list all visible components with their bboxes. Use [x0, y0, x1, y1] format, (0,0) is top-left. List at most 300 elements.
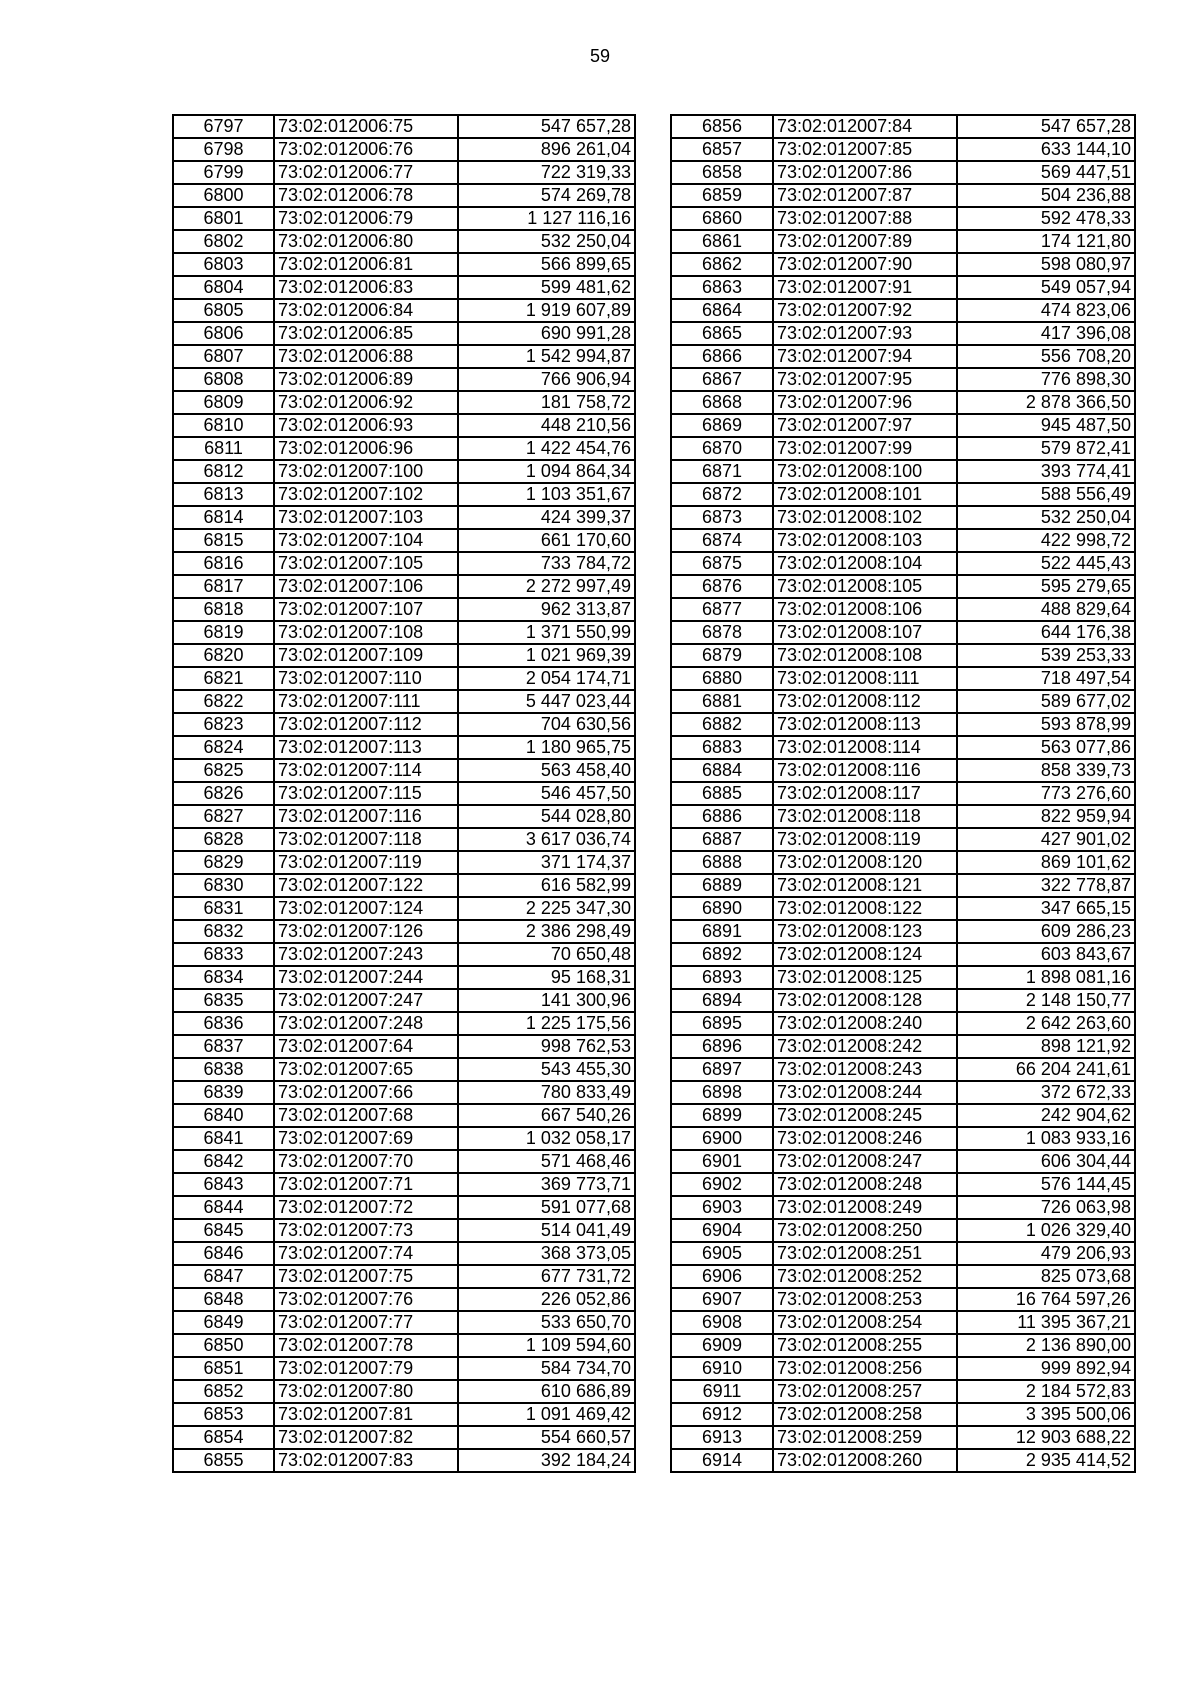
cadastral-number: 73:02:012007:86	[773, 161, 957, 184]
table-row	[173, 851, 635, 874]
row-number: 6887	[671, 828, 773, 851]
cadastral-value: 766 906,94	[458, 368, 635, 391]
row-number: 6892	[671, 943, 773, 966]
cadastral-value: 999 892,94	[957, 1357, 1135, 1380]
row-number: 6876	[671, 575, 773, 598]
row-number: 6853	[173, 1403, 274, 1426]
row-number: 6800	[173, 184, 274, 207]
row-number: 6890	[671, 897, 773, 920]
cadastral-value: 606 304,44	[957, 1150, 1135, 1173]
cadastral-number: 73:02:012006:75	[274, 115, 458, 138]
cadastral-value: 371 174,37	[458, 851, 635, 874]
table-row	[671, 552, 1135, 575]
cadastral-value: 422 998,72	[957, 529, 1135, 552]
row-number: 6891	[671, 920, 773, 943]
table-row	[173, 943, 635, 966]
row-number: 6849	[173, 1311, 274, 1334]
table-row	[173, 966, 635, 989]
table-row	[671, 299, 1135, 322]
cadastral-number: 73:02:012006:96	[274, 437, 458, 460]
cadastral-value: 532 250,04	[458, 230, 635, 253]
row-number: 6824	[173, 736, 274, 759]
row-number: 6844	[173, 1196, 274, 1219]
cadastral-value: 479 206,93	[957, 1242, 1135, 1265]
row-number: 6835	[173, 989, 274, 1012]
cadastral-number: 73:02:012007:88	[773, 207, 957, 230]
cadastral-number: 73:02:012008:255	[773, 1334, 957, 1357]
table-row	[173, 115, 635, 138]
row-number: 6904	[671, 1219, 773, 1242]
cadastral-value: 593 878,99	[957, 713, 1135, 736]
cadastral-value: 543 455,30	[458, 1058, 635, 1081]
table-row	[671, 621, 1135, 644]
cadastral-number: 73:02:012007:87	[773, 184, 957, 207]
row-number: 6901	[671, 1150, 773, 1173]
row-number: 6885	[671, 782, 773, 805]
cadastral-number: 73:02:012008:245	[773, 1104, 957, 1127]
cadastral-number: 73:02:012008:102	[773, 506, 957, 529]
row-number: 6907	[671, 1288, 773, 1311]
cadastral-number: 73:02:012007:113	[274, 736, 458, 759]
cadastral-number: 73:02:012008:101	[773, 483, 957, 506]
cadastral-value: 11 395 367,21	[957, 1311, 1135, 1334]
cadastral-value: 1 898 081,16	[957, 966, 1135, 989]
cadastral-value: 2 225 347,30	[458, 897, 635, 920]
table-row	[671, 782, 1135, 805]
table-row	[173, 713, 635, 736]
row-number: 6834	[173, 966, 274, 989]
cadastral-value: 644 176,38	[957, 621, 1135, 644]
row-number: 6877	[671, 598, 773, 621]
row-number: 6854	[173, 1426, 274, 1449]
row-number: 6816	[173, 552, 274, 575]
cadastral-value: 448 210,56	[458, 414, 635, 437]
cadastral-value: 532 250,04	[957, 506, 1135, 529]
table-row	[173, 644, 635, 667]
cadastral-value: 554 660,57	[458, 1426, 635, 1449]
cadastral-value: 704 630,56	[458, 713, 635, 736]
table-row	[671, 1150, 1135, 1173]
row-number: 6819	[173, 621, 274, 644]
table-row	[173, 138, 635, 161]
cadastral-table-left	[172, 114, 636, 1473]
cadastral-number: 73:02:012007:79	[274, 1357, 458, 1380]
cadastral-number: 73:02:012007:77	[274, 1311, 458, 1334]
cadastral-value: 998 762,53	[458, 1035, 635, 1058]
row-number: 6869	[671, 414, 773, 437]
cadastral-value: 181 758,72	[458, 391, 635, 414]
cadastral-value: 322 778,87	[957, 874, 1135, 897]
row-number: 6828	[173, 828, 274, 851]
row-number: 6882	[671, 713, 773, 736]
cadastral-value: 369 773,71	[458, 1173, 635, 1196]
cadastral-number: 73:02:012007:83	[274, 1449, 458, 1472]
cadastral-number: 73:02:012008:128	[773, 989, 957, 1012]
cadastral-value: 571 468,46	[458, 1150, 635, 1173]
row-number: 6867	[671, 368, 773, 391]
row-number: 6866	[671, 345, 773, 368]
cadastral-number: 73:02:012007:107	[274, 598, 458, 621]
cadastral-value: 546 457,50	[458, 782, 635, 805]
cadastral-value: 427 901,02	[957, 828, 1135, 851]
table-row	[173, 184, 635, 207]
cadastral-value: 549 057,94	[957, 276, 1135, 299]
cadastral-value: 174 121,80	[957, 230, 1135, 253]
table-row	[173, 529, 635, 552]
table-row	[173, 437, 635, 460]
cadastral-value: 2 386 298,49	[458, 920, 635, 943]
cadastral-number: 73:02:012008:259	[773, 1426, 957, 1449]
table-row	[671, 1081, 1135, 1104]
cadastral-number: 73:02:012008:108	[773, 644, 957, 667]
cadastral-value: 393 774,41	[957, 460, 1135, 483]
cadastral-value: 2 184 572,83	[957, 1380, 1135, 1403]
table-row	[173, 1150, 635, 1173]
cadastral-number: 73:02:012007:92	[773, 299, 957, 322]
table-row	[671, 1012, 1135, 1035]
cadastral-number: 73:02:012008:106	[773, 598, 957, 621]
table-row	[173, 598, 635, 621]
cadastral-value: 603 843,67	[957, 943, 1135, 966]
row-number: 6878	[671, 621, 773, 644]
row-number: 6893	[671, 966, 773, 989]
table-row	[671, 230, 1135, 253]
cadastral-number: 73:02:012008:254	[773, 1311, 957, 1334]
table-row	[173, 276, 635, 299]
cadastral-number: 73:02:012007:65	[274, 1058, 458, 1081]
cadastral-value: 1 032 058,17	[458, 1127, 635, 1150]
row-number: 6875	[671, 552, 773, 575]
table-row	[671, 851, 1135, 874]
cadastral-value: 962 313,87	[458, 598, 635, 621]
row-number: 6823	[173, 713, 274, 736]
cadastral-value: 1 026 329,40	[957, 1219, 1135, 1242]
cadastral-number: 73:02:012008:100	[773, 460, 957, 483]
row-number: 6896	[671, 1035, 773, 1058]
table-row	[173, 161, 635, 184]
row-number: 6859	[671, 184, 773, 207]
cadastral-value: 1 180 965,75	[458, 736, 635, 759]
cadastral-number: 73:02:012007:78	[274, 1334, 458, 1357]
cadastral-value: 598 080,97	[957, 253, 1135, 276]
row-number: 6872	[671, 483, 773, 506]
cadastral-value: 1 021 969,39	[458, 644, 635, 667]
cadastral-value: 595 279,65	[957, 575, 1135, 598]
table-row	[173, 1035, 635, 1058]
cadastral-number: 73:02:012007:64	[274, 1035, 458, 1058]
cadastral-value: 592 478,33	[957, 207, 1135, 230]
row-number: 6845	[173, 1219, 274, 1242]
cadastral-number: 73:02:012008:240	[773, 1012, 957, 1035]
row-number: 6856	[671, 115, 773, 138]
cadastral-table-right	[670, 114, 1136, 1473]
table-row	[173, 414, 635, 437]
cadastral-number: 73:02:012007:90	[773, 253, 957, 276]
table-row	[173, 920, 635, 943]
table-row	[173, 1265, 635, 1288]
row-number: 6914	[671, 1449, 773, 1472]
cadastral-value: 3 395 500,06	[957, 1403, 1135, 1426]
cadastral-number: 73:02:012007:89	[773, 230, 957, 253]
table-row	[671, 1334, 1135, 1357]
cadastral-number: 73:02:012008:249	[773, 1196, 957, 1219]
table-row	[671, 184, 1135, 207]
cadastral-number: 73:02:012008:124	[773, 943, 957, 966]
table-row	[671, 529, 1135, 552]
table-row	[671, 1426, 1135, 1449]
row-number: 6818	[173, 598, 274, 621]
cadastral-number: 73:02:012007:71	[274, 1173, 458, 1196]
table-row	[671, 391, 1135, 414]
row-number: 6825	[173, 759, 274, 782]
cadastral-number: 73:02:012008:113	[773, 713, 957, 736]
cadastral-number: 73:02:012007:82	[274, 1426, 458, 1449]
cadastral-number: 73:02:012006:92	[274, 391, 458, 414]
row-number: 6804	[173, 276, 274, 299]
cadastral-value: 1 083 933,16	[957, 1127, 1135, 1150]
table-row	[671, 874, 1135, 897]
cadastral-value: 667 540,26	[458, 1104, 635, 1127]
row-number: 6895	[671, 1012, 773, 1035]
cadastral-value: 1 225 175,56	[458, 1012, 635, 1035]
cadastral-value: 726 063,98	[957, 1196, 1135, 1219]
cadastral-value: 544 028,80	[458, 805, 635, 828]
row-number: 6811	[173, 437, 274, 460]
row-number: 6836	[173, 1012, 274, 1035]
table-row	[671, 276, 1135, 299]
row-number: 6862	[671, 253, 773, 276]
table-row	[173, 1058, 635, 1081]
row-number: 6812	[173, 460, 274, 483]
table-row	[671, 368, 1135, 391]
cadastral-number: 73:02:012006:85	[274, 322, 458, 345]
table-row	[173, 897, 635, 920]
row-number: 6894	[671, 989, 773, 1012]
cadastral-number: 73:02:012007:84	[773, 115, 957, 138]
cadastral-number: 73:02:012008:247	[773, 1150, 957, 1173]
table-row	[671, 207, 1135, 230]
table-row	[671, 1104, 1135, 1127]
table-row	[173, 1311, 635, 1334]
row-number: 6900	[671, 1127, 773, 1150]
table-row	[173, 345, 635, 368]
cadastral-number: 73:02:012007:73	[274, 1219, 458, 1242]
cadastral-number: 73:02:012006:81	[274, 253, 458, 276]
cadastral-number: 73:02:012007:85	[773, 138, 957, 161]
cadastral-number: 73:02:012007:116	[274, 805, 458, 828]
cadastral-value: 599 481,62	[458, 276, 635, 299]
table-row	[173, 1219, 635, 1242]
cadastral-value: 776 898,30	[957, 368, 1135, 391]
row-number: 6860	[671, 207, 773, 230]
cadastral-value: 2 272 997,49	[458, 575, 635, 598]
cadastral-value: 610 686,89	[458, 1380, 635, 1403]
table-row	[671, 1311, 1135, 1334]
cadastral-value: 825 073,68	[957, 1265, 1135, 1288]
row-number: 6913	[671, 1426, 773, 1449]
cadastral-number: 73:02:012007:99	[773, 437, 957, 460]
row-number: 6864	[671, 299, 773, 322]
cadastral-number: 73:02:012007:115	[274, 782, 458, 805]
cadastral-number: 73:02:012007:81	[274, 1403, 458, 1426]
cadastral-value: 226 052,86	[458, 1288, 635, 1311]
row-number: 6826	[173, 782, 274, 805]
cadastral-number: 73:02:012006:88	[274, 345, 458, 368]
row-number: 6874	[671, 529, 773, 552]
cadastral-number: 73:02:012006:78	[274, 184, 458, 207]
table-row	[671, 644, 1135, 667]
cadastral-value: 514 041,49	[458, 1219, 635, 1242]
cadastral-value: 16 764 597,26	[957, 1288, 1135, 1311]
cadastral-value: 2 878 366,50	[957, 391, 1135, 414]
cadastral-value: 574 269,78	[458, 184, 635, 207]
cadastral-number: 73:02:012008:107	[773, 621, 957, 644]
table-row	[173, 1426, 635, 1449]
cadastral-value: 368 373,05	[458, 1242, 635, 1265]
cadastral-value: 242 904,62	[957, 1104, 1135, 1127]
cadastral-number: 73:02:012008:244	[773, 1081, 957, 1104]
cadastral-value: 1 422 454,76	[458, 437, 635, 460]
cadastral-number: 73:02:012007:103	[274, 506, 458, 529]
row-number: 6822	[173, 690, 274, 713]
table-row	[671, 1173, 1135, 1196]
cadastral-number: 73:02:012007:106	[274, 575, 458, 598]
cadastral-number: 73:02:012007:91	[773, 276, 957, 299]
row-number: 6820	[173, 644, 274, 667]
cadastral-value: 66 204 241,61	[957, 1058, 1135, 1081]
table-row	[173, 322, 635, 345]
row-number: 6846	[173, 1242, 274, 1265]
cadastral-value: 2 935 414,52	[957, 1449, 1135, 1472]
row-number: 6848	[173, 1288, 274, 1311]
row-number: 6829	[173, 851, 274, 874]
row-number: 6807	[173, 345, 274, 368]
table-row	[173, 989, 635, 1012]
cadastral-number: 73:02:012007:244	[274, 966, 458, 989]
table-row	[173, 575, 635, 598]
cadastral-number: 73:02:012007:122	[274, 874, 458, 897]
cadastral-value: 3 617 036,74	[458, 828, 635, 851]
cadastral-number: 73:02:012007:104	[274, 529, 458, 552]
row-number: 6801	[173, 207, 274, 230]
cadastral-number: 73:02:012007:248	[274, 1012, 458, 1035]
cadastral-value: 372 672,33	[957, 1081, 1135, 1104]
table-row	[173, 1081, 635, 1104]
cadastral-number: 73:02:012008:114	[773, 736, 957, 759]
table-row	[173, 874, 635, 897]
row-number: 6861	[671, 230, 773, 253]
table-row	[671, 437, 1135, 460]
table-row	[671, 1035, 1135, 1058]
cadastral-value: 896 261,04	[458, 138, 635, 161]
cadastral-number: 73:02:012008:253	[773, 1288, 957, 1311]
row-number: 6838	[173, 1058, 274, 1081]
row-number: 6906	[671, 1265, 773, 1288]
table-row	[671, 1357, 1135, 1380]
cadastral-number: 73:02:012006:80	[274, 230, 458, 253]
row-number: 6868	[671, 391, 773, 414]
cadastral-number: 73:02:012007:118	[274, 828, 458, 851]
cadastral-value: 579 872,41	[957, 437, 1135, 460]
row-number: 6821	[173, 667, 274, 690]
table-row	[173, 506, 635, 529]
table-row	[671, 828, 1135, 851]
cadastral-value: 522 445,43	[957, 552, 1135, 575]
row-number: 6898	[671, 1081, 773, 1104]
table-row	[173, 667, 635, 690]
table-row	[173, 621, 635, 644]
cadastral-number: 73:02:012008:256	[773, 1357, 957, 1380]
table-row	[173, 759, 635, 782]
cadastral-value: 1 094 864,34	[458, 460, 635, 483]
cadastral-number: 73:02:012008:112	[773, 690, 957, 713]
cadastral-value: 474 823,06	[957, 299, 1135, 322]
cadastral-number: 73:02:012006:79	[274, 207, 458, 230]
row-number: 6902	[671, 1173, 773, 1196]
table-row	[671, 690, 1135, 713]
cadastral-value: 347 665,15	[957, 897, 1135, 920]
row-number: 6909	[671, 1334, 773, 1357]
page-number: 59	[589, 46, 611, 66]
cadastral-number: 73:02:012007:96	[773, 391, 957, 414]
table-row	[173, 1104, 635, 1127]
cadastral-value: 773 276,60	[957, 782, 1135, 805]
cadastral-number: 73:02:012007:112	[274, 713, 458, 736]
table-row	[173, 253, 635, 276]
table-row	[173, 1288, 635, 1311]
row-number: 6837	[173, 1035, 274, 1058]
cadastral-number: 73:02:012008:121	[773, 874, 957, 897]
row-number: 6798	[173, 138, 274, 161]
cadastral-number: 73:02:012006:76	[274, 138, 458, 161]
cadastral-value: 5 447 023,44	[458, 690, 635, 713]
table-row	[173, 483, 635, 506]
row-number: 6850	[173, 1334, 274, 1357]
table-row	[671, 1265, 1135, 1288]
cadastral-value: 898 121,92	[957, 1035, 1135, 1058]
cadastral-value: 2 136 890,00	[957, 1334, 1135, 1357]
row-number: 6831	[173, 897, 274, 920]
cadastral-value: 1 542 994,87	[458, 345, 635, 368]
table-row	[173, 1449, 635, 1472]
cadastral-number: 73:02:012007:105	[274, 552, 458, 575]
table-row	[173, 1012, 635, 1035]
row-number: 6858	[671, 161, 773, 184]
cadastral-value: 563 458,40	[458, 759, 635, 782]
cadastral-value: 1 371 550,99	[458, 621, 635, 644]
table-row	[671, 115, 1135, 138]
row-number: 6863	[671, 276, 773, 299]
table-row	[173, 230, 635, 253]
cadastral-value: 780 833,49	[458, 1081, 635, 1104]
table-row	[173, 736, 635, 759]
cadastral-number: 73:02:012007:114	[274, 759, 458, 782]
row-number: 6899	[671, 1104, 773, 1127]
row-number: 6888	[671, 851, 773, 874]
table-row	[671, 345, 1135, 368]
cadastral-value: 677 731,72	[458, 1265, 635, 1288]
cadastral-number: 73:02:012007:247	[274, 989, 458, 1012]
table-row	[671, 483, 1135, 506]
cadastral-value: 733 784,72	[458, 552, 635, 575]
cadastral-number: 73:02:012008:243	[773, 1058, 957, 1081]
table-row	[173, 690, 635, 713]
cadastral-number: 73:02:012008:105	[773, 575, 957, 598]
cadastral-number: 73:02:012006:93	[274, 414, 458, 437]
cadastral-number: 73:02:012008:123	[773, 920, 957, 943]
cadastral-value: 141 300,96	[458, 989, 635, 1012]
row-number: 6810	[173, 414, 274, 437]
